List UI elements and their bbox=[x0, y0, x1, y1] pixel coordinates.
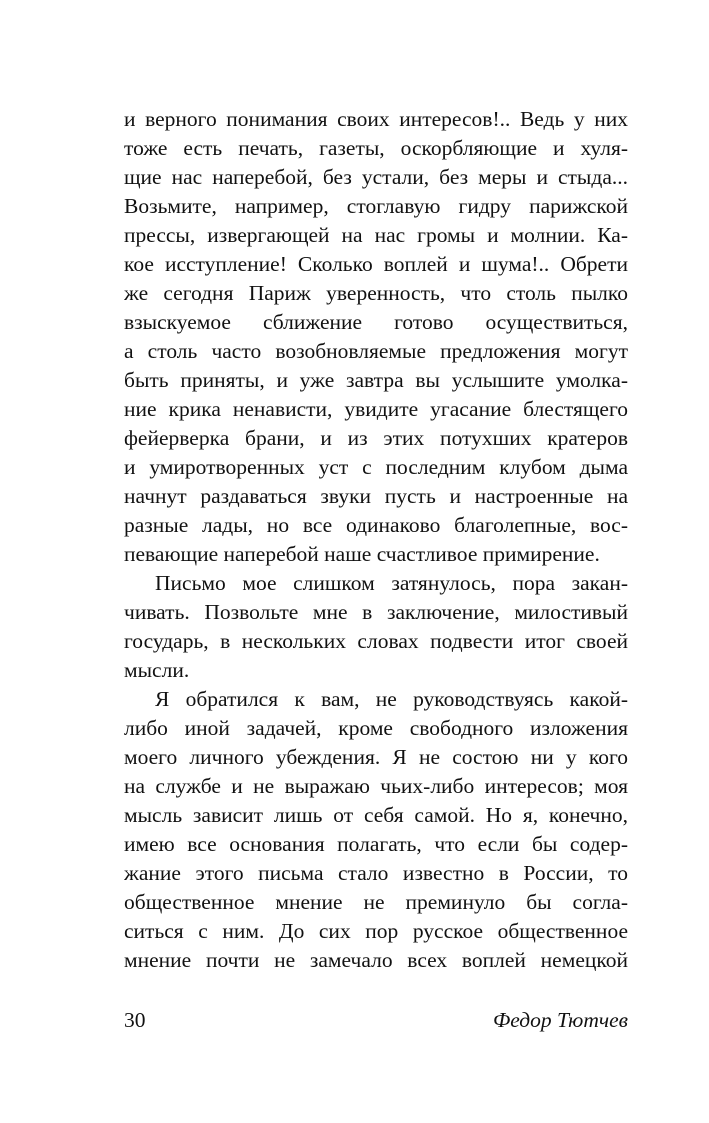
text-line: государь, в нескольких словах подвести итог своей bbox=[124, 629, 628, 653]
text-line: начнут раздаваться звуки пусть и настроенные на bbox=[124, 484, 628, 508]
text-line: певающие наперебой наше счастливое примирение. bbox=[124, 542, 600, 566]
page-number: 30 bbox=[124, 1008, 146, 1032]
text-line: взыскуемое сближение готово осуществиться, bbox=[124, 310, 628, 334]
text-line: ние крика ненависти, увидите угасание блестящего bbox=[124, 397, 628, 421]
text-line: чивать. Позвольте мне в заключение, милостивый bbox=[124, 600, 628, 624]
text-line: мнение почти не замечало всех воплей немецкой bbox=[124, 948, 628, 972]
text-line: мысли. bbox=[124, 658, 190, 682]
text-line: и умиротворенных уст с последним клубом дыма bbox=[124, 455, 628, 479]
text-line: мысль зависит лишь от себя самой. Но я, конечно, bbox=[124, 803, 628, 827]
text-line: жание этого письма стало известно в России, то bbox=[124, 861, 628, 885]
text-line: быть приняты, и уже завтра вы услышите умолка- bbox=[124, 368, 628, 392]
text-line: и верного понимания своих интересов!.. Ведь у них bbox=[124, 107, 628, 131]
text-line: разные лады, но все одинаково благолепные, вос- bbox=[124, 513, 628, 537]
text-line: же сегодня Париж уверенность, что столь пылко bbox=[124, 281, 628, 305]
text-line: тоже есть печать, газеты, оскорбляющие и хуля- bbox=[124, 136, 628, 160]
text-line: Письмо мое слишком затянулось, пора закан- bbox=[155, 571, 628, 595]
text-line: ситься с ним. До сих пор русское общественное bbox=[124, 919, 628, 943]
text-line: кое исступление! Сколько воплей и шума!.. Обрети bbox=[124, 252, 628, 276]
text-line: моего личного убеждения. Я не состою ни у кого bbox=[124, 745, 628, 769]
page-footer bbox=[124, 1006, 628, 1034]
text-line: общественное мнение не преминуло бы согла- bbox=[124, 890, 628, 914]
running-title: Федор Тютчев bbox=[492, 1008, 628, 1032]
text-line: щие нас наперебой, без устали, без меры и стыда... bbox=[124, 165, 628, 189]
text-line: либо иной задачей, кроме свободного изложения bbox=[124, 716, 628, 740]
text-line: прессы, извергающей на нас громы и молнии. Ка- bbox=[124, 223, 628, 247]
text-line: а столь часто возобновляемые предложения могут bbox=[124, 339, 628, 363]
book-page-text bbox=[124, 105, 628, 975]
text-line: на службе и не выражаю чьих-либо интересов; моя bbox=[124, 774, 628, 798]
text-line: фейерверка брани, и из этих потухших кратеров bbox=[124, 426, 628, 450]
text-line: имею все основания полагать, что если бы содер- bbox=[124, 832, 628, 856]
text-line: Возьмите, например, стоглавую гидру парижской bbox=[124, 194, 628, 218]
text-line: Я обратился к вам, не руководствуясь какой- bbox=[155, 687, 628, 711]
